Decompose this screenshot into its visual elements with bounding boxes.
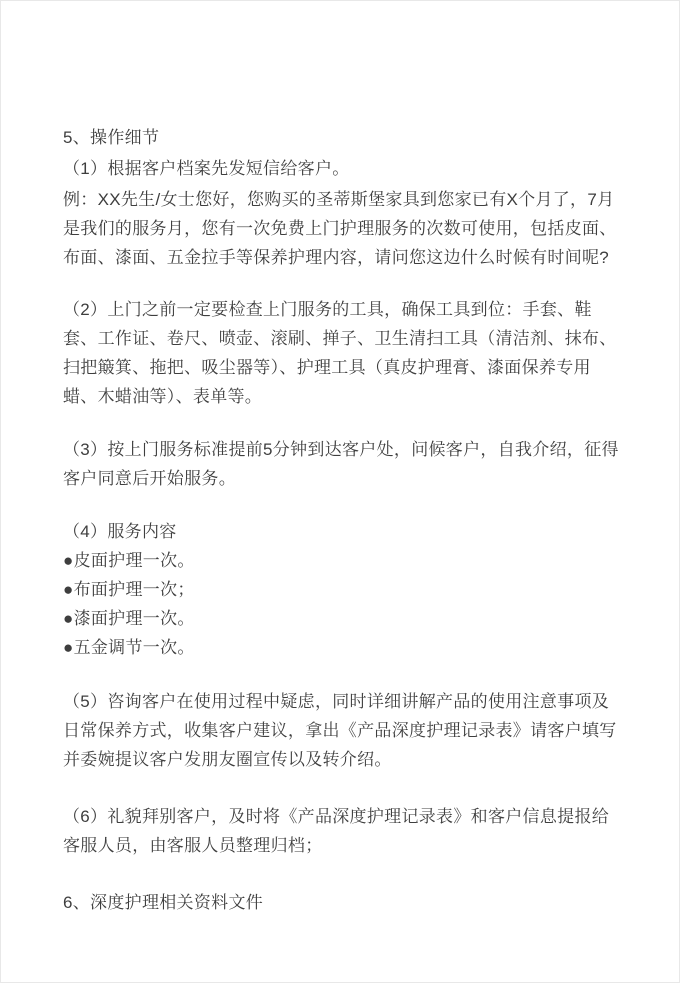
document-page xyxy=(1,1,679,917)
step-1: （1）根据客户档案先发短信给客户。 xyxy=(63,159,350,178)
step-4: （4）服务内容 xyxy=(63,522,177,541)
step-3: （3）按上门服务标准提前5分钟到达客户处，问候客户，自我介绍，征得客户同意后开始服务。 xyxy=(63,440,619,488)
service-bullet-1: ●皮面护理一次。 xyxy=(63,551,195,570)
section-heading-5: 5、操作细节 xyxy=(63,128,160,147)
service-bullet-3: ●漆面护理一次。 xyxy=(63,609,195,628)
step-5: （5）咨询客户在使用过程中疑虑，同时详细讲解产品的使用注意事项及日常保养方式，收集客户建议，拿出《产品深度护理记录表》请客户填写并委婉提议客户发朋友圈宣传以及转介绍。 xyxy=(63,692,617,769)
step-2: （2）上门之前一定要检查上门服务的工具，确保工具到位：手套、鞋套、工作证、卷尺、喷壶、滚刷、掸子、卫生清扫工具（清洁剂、抹布、扫把簸箕、拖把、吸尘器等）、护理工具（真皮护理膏、漆面保养专用蜡、木蜡油等）、表单等。 xyxy=(63,300,617,406)
service-bullet-4: ●五金调节一次。 xyxy=(63,638,195,657)
section-heading-6: 6、深度护理相关资料文件 xyxy=(63,893,264,912)
service-bullet-2: ●布面护理一次； xyxy=(63,580,195,599)
step-6: （6）礼貌拜别客户，及时将《产品深度护理记录表》和客户信息提报给客服人员，由客服人员整理归档； xyxy=(63,807,610,855)
sms-example: 例：XX先生/女士您好，您购买的圣蒂斯堡家具到您家已有X个月了，7月是我们的服务月，您有一次免费上门护理服务的次数可使用，包括皮面、布面、漆面、五金拉手等保养护理内容，请问您这边什么时候有时间呢? xyxy=(63,190,617,267)
